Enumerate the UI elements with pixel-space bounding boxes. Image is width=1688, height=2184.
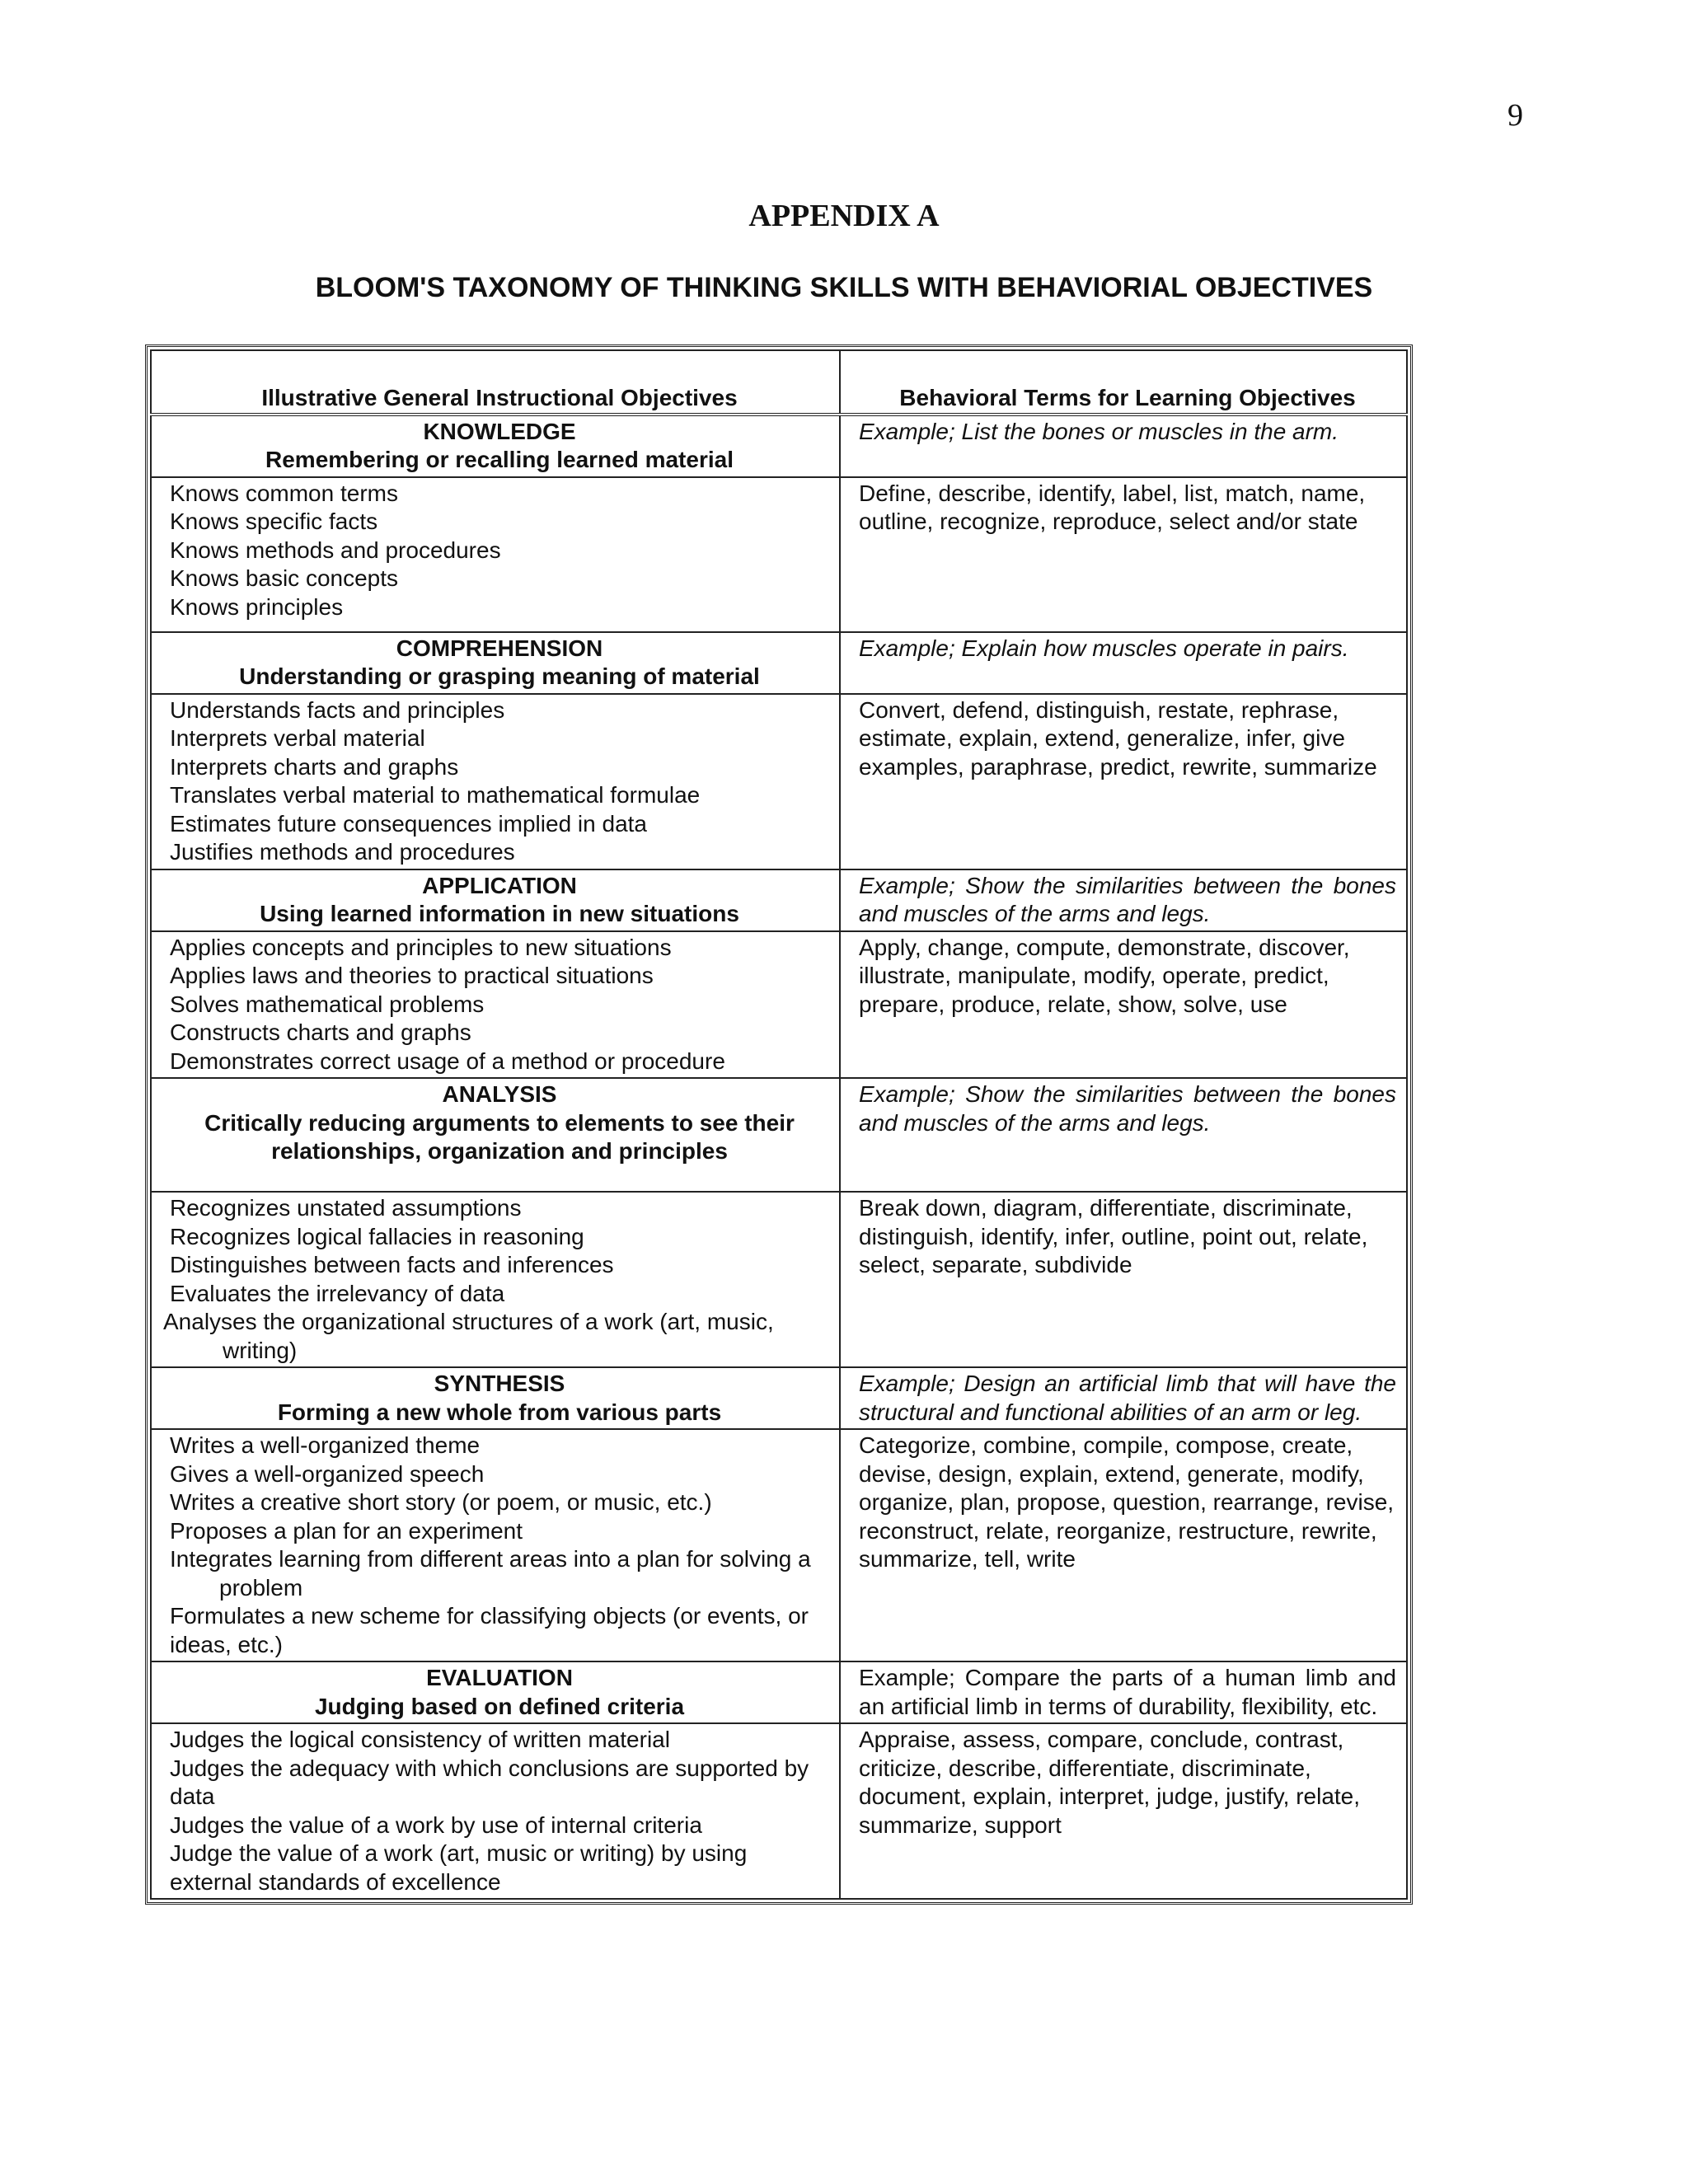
level-description: Using learned information in new situations bbox=[260, 901, 739, 926]
list-item: Knows principles bbox=[170, 593, 344, 620]
list-item: Recognizes unstated assumptions bbox=[170, 1195, 522, 1221]
objectives-list bbox=[151, 1723, 840, 1899]
level-row-application bbox=[151, 869, 1407, 931]
list-item: Demonstrates correct usage of a method or procedure bbox=[170, 1047, 725, 1074]
level-name: SYNTHESIS bbox=[434, 1371, 565, 1396]
level-detail-row-evaluation bbox=[151, 1723, 1407, 1899]
list-item: Interprets charts and graphs bbox=[170, 753, 459, 780]
level-heading bbox=[151, 869, 840, 931]
list-item: Integrates learning from different areas into a plan for solving a problem bbox=[170, 1546, 811, 1601]
list-item: Knows methods and procedures bbox=[170, 537, 501, 563]
list-item: Solves mathematical problems bbox=[170, 991, 485, 1017]
level-example: Example; Explain how muscles operate in pairs. bbox=[840, 632, 1407, 694]
list-item: Recognizes logical fallacies in reasoning bbox=[170, 1223, 584, 1249]
list-item: Distinguishes between facts and inferences bbox=[170, 1252, 614, 1277]
column-header-objectives: Illustrative General Instructional Objectives bbox=[151, 350, 840, 415]
level-example: Example; Show the similarities between the bones and muscles of the arms and legs. bbox=[840, 1078, 1407, 1192]
level-row-evaluation bbox=[151, 1661, 1407, 1723]
level-detail-row-synthesis bbox=[151, 1429, 1407, 1661]
level-name: EVALUATION bbox=[426, 1665, 573, 1690]
objectives-list bbox=[151, 1192, 840, 1367]
level-row-comprehension bbox=[151, 632, 1407, 694]
list-item: Understands facts and principles bbox=[170, 696, 505, 723]
level-heading bbox=[151, 1367, 840, 1429]
list-item: Proposes a plan for an experiment bbox=[170, 1517, 523, 1544]
document-title: BLOOM'S TAXONOMY OF THINKING SKILLS WITH BEHAVIORIAL OBJECTIVES bbox=[315, 272, 1373, 303]
level-example: Example; Compare the parts of a human limb and an artificial limb in terms of durability, flexibility, etc. bbox=[840, 1661, 1407, 1723]
behavioral-terms: Convert, defend, distinguish, restate, rephrase, estimate, explain, extend, generalize, infer, give examples, paraphrase, predict, rewrite, summarize bbox=[840, 694, 1407, 869]
level-description: Judging based on defined criteria bbox=[314, 1693, 685, 1719]
level-example: Example; Show the similarities between the bones and muscles of the arms and legs. bbox=[840, 869, 1407, 931]
level-description: Understanding or grasping meaning of material bbox=[239, 663, 760, 689]
column-header-terms: Behavioral Terms for Learning Objectives bbox=[840, 350, 1407, 415]
behavioral-terms: Appraise, assess, compare, conclude, contrast, criticize, describe, differentiate, discriminate, document, explain, interpret, judge, justify, relate, summarize, support bbox=[840, 1723, 1407, 1899]
list-item: Gives a well-organized speech bbox=[170, 1460, 485, 1487]
list-item: Judges the value of a work by use of internal criteria bbox=[170, 1811, 702, 1838]
behavioral-terms: Apply, change, compute, demonstrate, discover, illustrate, manipulate, modify, operate, predict, prepare, produce, relate, show, solve, use bbox=[840, 931, 1407, 1079]
appendix-title: APPENDIX A bbox=[748, 199, 940, 233]
list-item: Writes a well-organized theme bbox=[170, 1432, 481, 1458]
list-item: Interprets verbal material bbox=[170, 725, 425, 751]
level-row-knowledge bbox=[151, 415, 1407, 477]
list-item: Evaluates the irrelevancy of data bbox=[170, 1280, 505, 1306]
objectives-list bbox=[151, 477, 840, 632]
level-row-analysis bbox=[151, 1078, 1407, 1192]
level-name: APPLICATION bbox=[422, 872, 577, 898]
behavioral-terms: Break down, diagram, differentiate, discriminate, distinguish, identify, infer, outline, point out, relate, select, separate, subdivide bbox=[840, 1192, 1407, 1367]
list-item: Knows specific facts bbox=[170, 509, 378, 534]
list-item: Constructs charts and graphs bbox=[170, 1019, 471, 1045]
list-item: Writes a creative short story (or poem, or music, etc.) bbox=[170, 1489, 712, 1515]
objectives-list bbox=[151, 694, 840, 869]
list-item: Applies laws and theories to practical situations bbox=[170, 963, 654, 988]
list-item: Judges the adequacy with which conclusions are supported by data bbox=[170, 1755, 809, 1809]
level-heading bbox=[151, 1661, 840, 1723]
table-header-row bbox=[151, 350, 1407, 415]
list-item: Knows basic concepts bbox=[170, 565, 399, 591]
taxonomy-table-frame bbox=[145, 344, 1413, 1905]
list-item: Justifies methods and procedures bbox=[170, 839, 515, 865]
list-item: Judges the logical consistency of written material bbox=[170, 1727, 670, 1752]
level-description: Forming a new whole from various parts bbox=[277, 1399, 722, 1425]
level-heading bbox=[151, 632, 840, 694]
level-name: KNOWLEDGE bbox=[423, 418, 576, 444]
level-detail-row-analysis bbox=[151, 1192, 1407, 1367]
level-heading bbox=[151, 1078, 840, 1192]
level-description: Critically reducing arguments to elements to see their relationships, organization and principles bbox=[204, 1109, 795, 1164]
list-item: Formulates a new scheme for classifying objects (or events, or ideas, etc.) bbox=[170, 1603, 809, 1657]
level-name: COMPREHENSION bbox=[396, 635, 603, 661]
level-description: Remembering or recalling learned material bbox=[265, 447, 734, 472]
behavioral-terms: Define, describe, identify, label, list, match, name, outline, recognize, reproduce, select and/or state bbox=[840, 477, 1407, 632]
behavioral-terms: Categorize, combine, compile, compose, create, devise, design, explain, extend, generate, modify, organize, plan, propose, question, rearrange, revise, reconstruct, relate, reorganize, restructure, rewrite, summarize, tell, write bbox=[840, 1429, 1407, 1661]
list-item: Applies concepts and principles to new situations bbox=[170, 934, 672, 960]
objectives-list bbox=[151, 1429, 840, 1661]
level-example: Example; List the bones or muscles in the arm. bbox=[840, 415, 1407, 477]
level-detail-row-application bbox=[151, 931, 1407, 1079]
level-row-synthesis bbox=[151, 1367, 1407, 1429]
level-name: ANALYSIS bbox=[442, 1081, 557, 1107]
objectives-list bbox=[151, 931, 840, 1079]
page-number: 9 bbox=[1507, 98, 1523, 133]
list-item: Judge the value of a work (art, music or writing) by using external standards of excellence bbox=[170, 1840, 748, 1895]
level-detail-row-knowledge bbox=[151, 477, 1407, 632]
list-item: Estimates future consequences implied in data bbox=[170, 810, 647, 837]
level-heading bbox=[151, 415, 840, 477]
taxonomy-table bbox=[150, 349, 1408, 1900]
list-item: Analyses the organizational structures of a work (art, music, writing) bbox=[163, 1309, 774, 1363]
list-item: Translates verbal material to mathematical formulae bbox=[170, 782, 701, 808]
level-detail-row-comprehension bbox=[151, 694, 1407, 869]
level-example: Example; Design an artificial limb that will have the structural and functional abilities of an arm or leg. bbox=[840, 1367, 1407, 1429]
list-item: Knows common terms bbox=[170, 480, 398, 506]
